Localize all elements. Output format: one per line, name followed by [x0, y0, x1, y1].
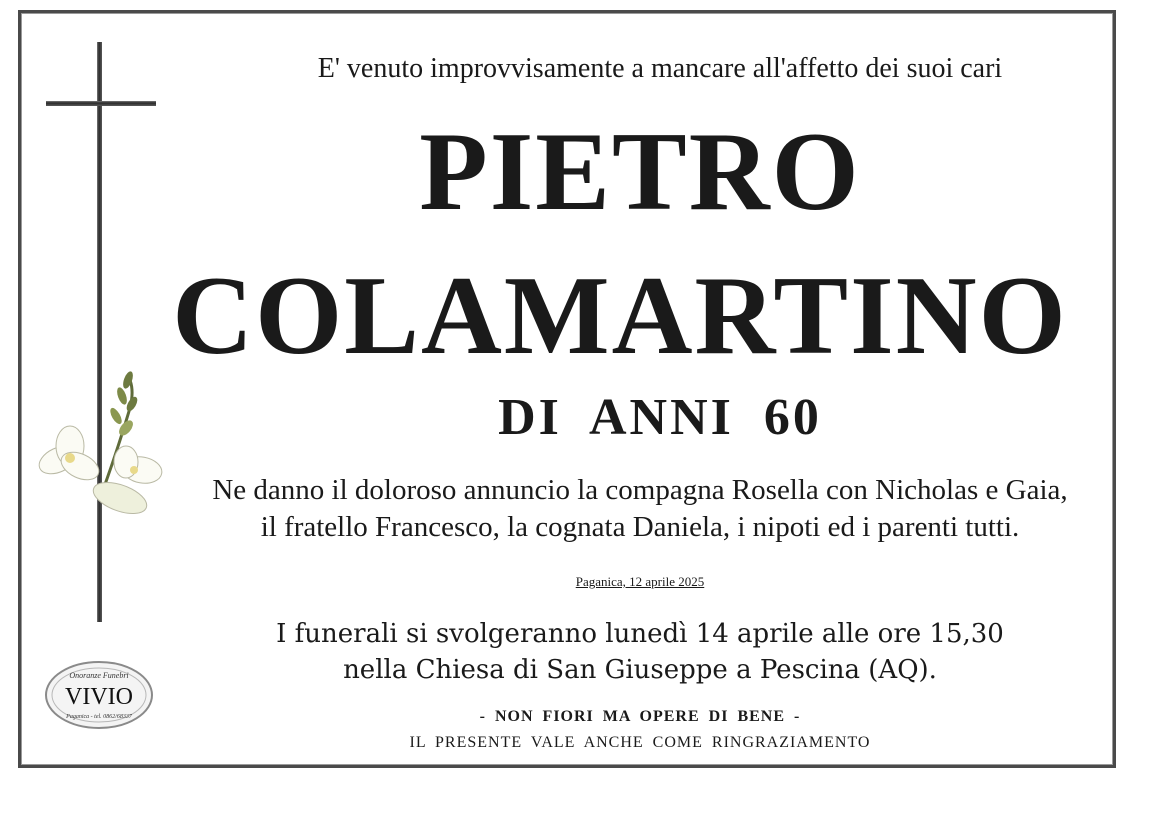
last-name: COLAMARTINO	[172, 254, 1068, 378]
cross-horizontal-bar	[46, 101, 156, 106]
logo-top-text: Onoranze Funebri	[69, 671, 129, 680]
funeral-line-1: I funerali si svolgeranno lunedì 14 aprile alle ore 15,30	[276, 619, 1004, 649]
no-flowers-note: - NON FIORI MA OPERE DI BENE -	[479, 708, 801, 725]
age-line: DI ANNI 60	[498, 389, 822, 446]
intro-text: E' venuto improvvisamente a mancare all'affetto dei suoi cari	[317, 53, 1003, 84]
funeral-info	[140, 616, 1140, 688]
thanks-note: IL PRESENTE VALE ANCHE COME RINGRAZIAMENTO	[409, 734, 871, 751]
logo-name: VIVIO	[65, 684, 133, 710]
announcement-line-2: il fratello Francesco, la cognata Daniela, i nipoti ed i parenti tutti.	[260, 511, 1020, 543]
announcement-line-1: Ne danno il doloroso annuncio la compagna Rosella con Nicholas e Gaia,	[212, 474, 1068, 506]
funeral-line-2: nella Chiesa di San Giuseppe a Pescina (AQ).	[343, 655, 937, 685]
first-name: PIETRO	[419, 110, 861, 234]
announcement	[140, 472, 1140, 546]
place-date: Paganica, 12 aprile 2025	[575, 574, 705, 589]
logo-bottom-text: Paganica - tel. 0862/68337	[66, 714, 132, 720]
vivio-logo	[44, 660, 154, 730]
